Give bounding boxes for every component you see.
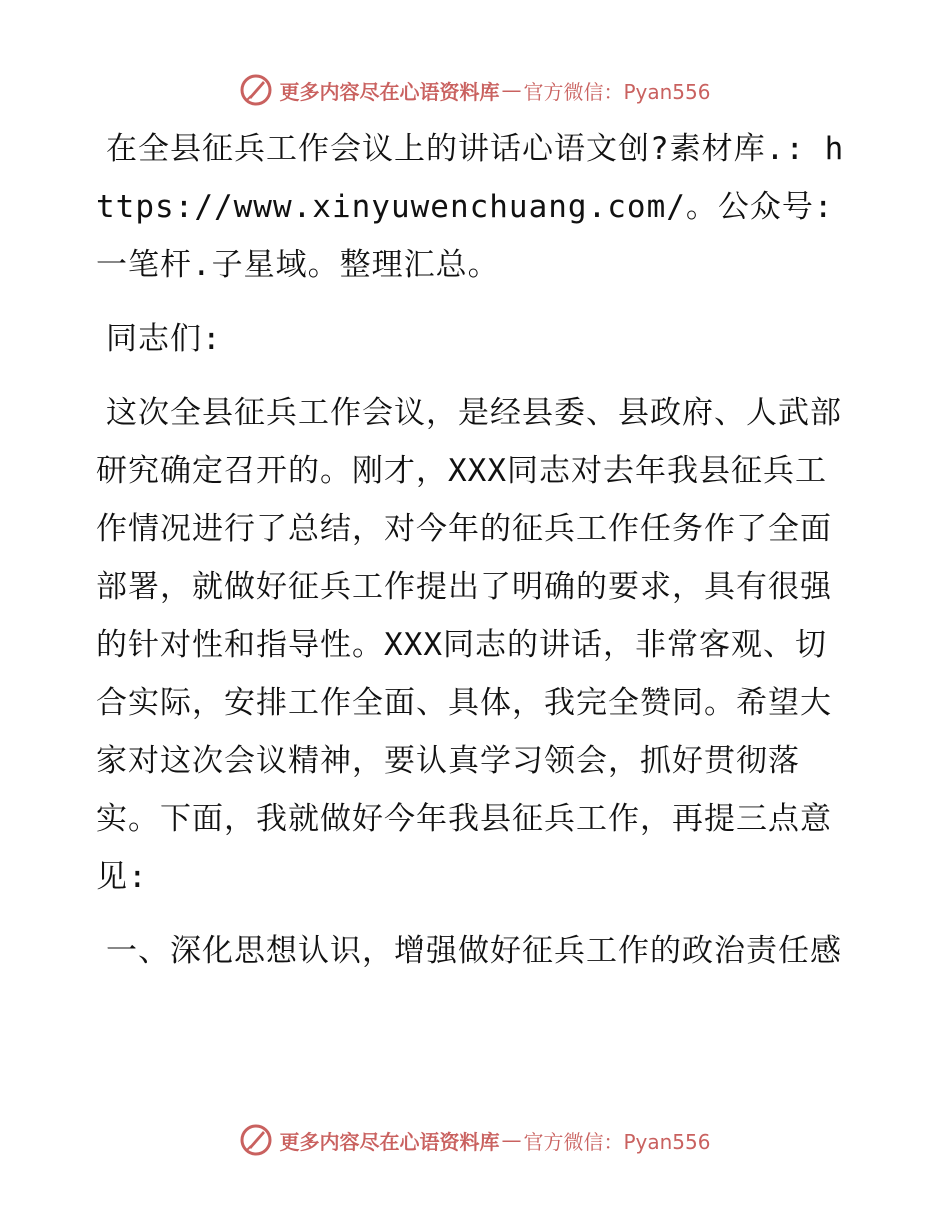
- banner-wechat: 官方微信：Pyan556: [523, 1129, 711, 1154]
- banner-tagline: 更多内容尽在心语资料库: [279, 79, 500, 104]
- salutation: 同志们:: [106, 321, 222, 357]
- footer-banner: [0, 1120, 950, 1160]
- document-body: [96, 120, 856, 996]
- banner-wechat: 官方微信：Pyan556: [523, 79, 711, 104]
- quill-logo-icon: [239, 73, 273, 107]
- section-heading: 一、深化思想认识，增强做好征兵工作的政治责任感: [106, 933, 842, 969]
- banner-tagline: 更多内容尽在心语资料库: [279, 1129, 500, 1154]
- banner-separator: —: [501, 1128, 522, 1152]
- banner-separator: —: [501, 78, 522, 102]
- body-paragraph: 这次全县征兵工作会议，是经县委、县政府、人武部研究确定召开的。刚才，XXX同志对去年我县征兵工作情况进行了总结，对今年的征兵工作任务作了全面部署，就做好征兵工作提出了明确的要求，具有很强的针对性和指导性。XXX同志的讲话，非常客观、切合实际，安排工作全面、具体，我完全赞同。希望大家对这次会议精神，要认真学习领会，抓好贯彻落实。下面，我就做好今年我县征兵工作，再提三点意见:: [96, 395, 842, 895]
- quill-logo-icon: [239, 1123, 273, 1157]
- title-paragraph: 在全县征兵工作会议上的讲话心语文创?素材库.: https://www.xinyuwenchuang.com/。公众号: 一笔杆.子星域。整理汇总。: [96, 131, 845, 283]
- header-banner: [0, 70, 950, 110]
